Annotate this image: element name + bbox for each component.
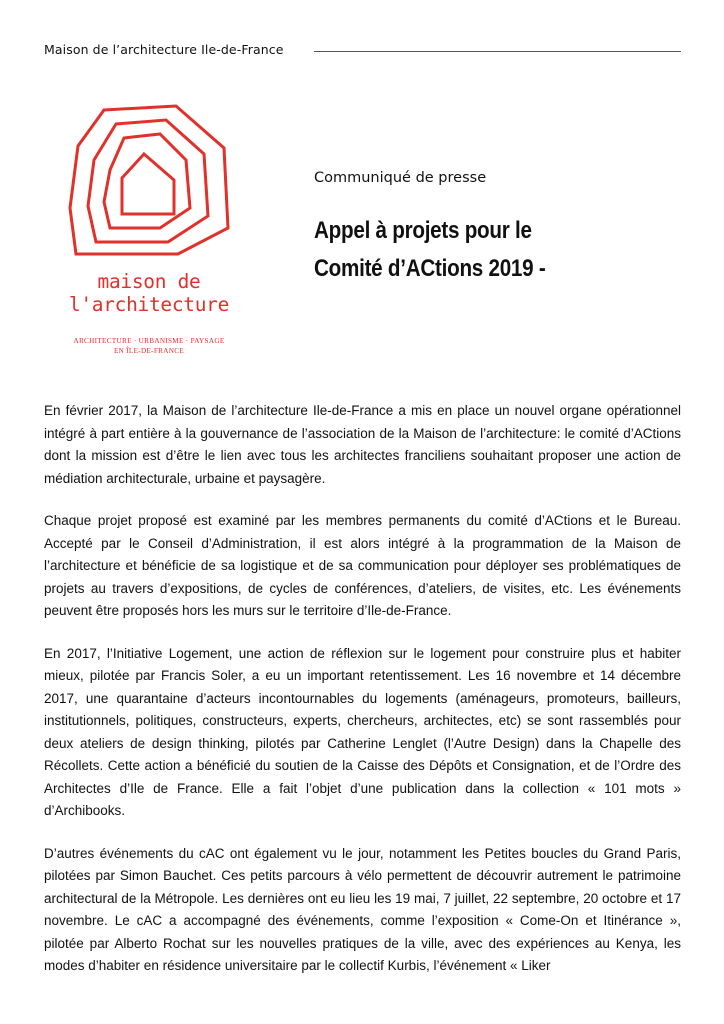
document-title-line2: Comité d’ACtions 2019 -	[314, 255, 546, 282]
logo	[54, 104, 244, 366]
logo-tagline-line2: EN ÎLE-DE-FRANCE	[113, 347, 185, 355]
nested-house-outline-icon	[66, 104, 232, 260]
header-divider	[314, 51, 681, 52]
document-body	[44, 400, 681, 978]
document-title	[314, 212, 545, 288]
header-organization: Maison de l’architecture Ile-de-France	[44, 42, 284, 57]
body-paragraph: D’autres événements du cAC ont également vu le jour, notamment les Petites boucles du Grand Paris, pilotées par Simon Bauchet. Ces petits parcours à vélo permettent de découvrir autrement le patrimoine architectural de la Métropole. Les dernières ont eu lieu les 19 mai, 7 juillet, 22 septembre, 20 octobre et 17 novembre. Le cAC a accompagné des événements, comme l’exposition « Come-On et Itinérance », pilotée par Alberto Rochat sur les nouvelles pratiques de la ville, avec des expériences au Kenya, les modes d’habiter en résidence universitaire par le collectif Kurbis, l’événement « Liker	[44, 845, 681, 973]
logo-wordmark	[54, 270, 244, 316]
body-paragraph: Chaque projet proposé est examiné par les membres permanents du comité d’ACtions et le Bureau. Accepté par le Conseil d’Administration, il est alors intégré à la programmation de la Maison de l’architecture et bénéficie de sa logistique et de sa communication pour déployer ses problématiques de projets au travers d’expositions, de cycles de conférences, d’ateliers, de visites, etc. Les événements peuvent être proposés hors les murs sur le territoire d’Ile-de-France.	[44, 513, 681, 618]
document-title-line1: Appel à projets pour le	[314, 217, 532, 244]
logo-tagline-line1: ARCHITECTURE · URBANISME · PAYSAGE	[73, 337, 225, 345]
logo-tagline	[54, 336, 244, 356]
body-paragraph: En février 2017, la Maison de l’architecture Ile-de-France a mis en place un nouvel organe opérationnel intégré à part entière à la gouvernance de l’association de la Maison de l’architecture: le comité d’ACtions dont la mission est d’être le lien avec tous les architectes franciliens souhaitant proposer une action de médiation architecturale, urbaine et paysagère.	[44, 403, 681, 486]
logo-wordmark-line2: l'architecture	[68, 293, 230, 316]
document-kicker: Communiqué de presse	[314, 170, 487, 186]
logo-wordmark-line1: maison de	[97, 270, 201, 293]
body-paragraph: En 2017, l’Initiative Logement, une action de réflexion sur le logement pour construire plus et habiter mieux, pilotée par Francis Soler, a eu un important retentissement. Les 16 novembre et 14 décembre 2017, une quarantaine d’acteurs incontournables du logements (aménageurs, promoteurs, bailleurs, institutionnels, politiques, constructeurs, experts, chercheurs, architectes, etc) se sont rassemblés pour deux ateliers de design thinking, pilotés par Catherine Lenglet (l’Autre Design) dans la Chapelle des Récollets. Cette action a bénéficié du soutien de la Caisse des Dépôts et Consignation, et de l’Ordre des Architectes d’Ile de France. Elle a fait l’objet d’une publication dans la collection « 101 mots » d’Archibooks.	[44, 645, 681, 818]
